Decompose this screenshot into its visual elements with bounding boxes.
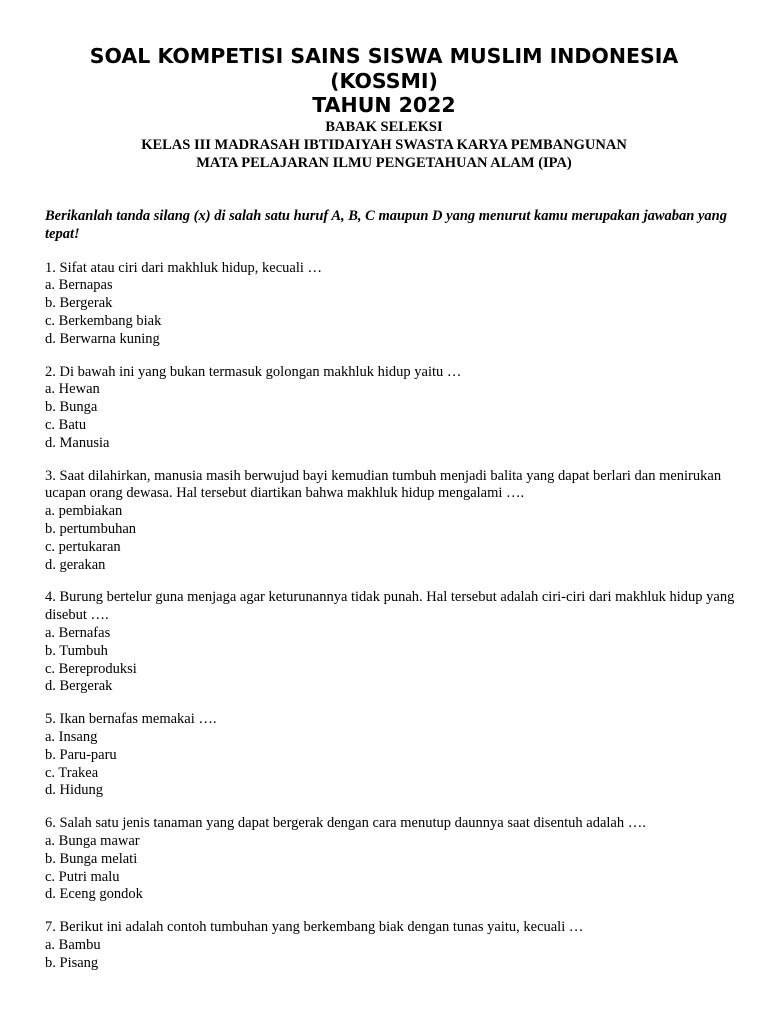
option-d: d. Berwarna kuning [45, 330, 160, 347]
question-7 [45, 919, 735, 972]
option-b: b. Bunga [45, 399, 98, 416]
document-body [45, 208, 735, 987]
question-text: 4. Burung bertelur guna menjaga agar keturunannya tidak punah. Hal tersebut adalah ciri-ciri dari makhluk hidup yang disebut …. [45, 589, 735, 624]
option-c: c. Putri malu [45, 868, 120, 885]
question-text: 3. Saat dilahirkan, manusia masih berwujud bayi kemudian tumbuh menjadi balita yang dapat berlari dan menirukan ucapan orang dewasa. Hal tersebut diartikan bahwa makhluk hidup mengalami …. [45, 467, 722, 502]
option-a: a. Bambu [45, 936, 101, 953]
question-5 [45, 711, 735, 800]
question-1 [45, 260, 735, 349]
option-b: b. Pisang [45, 954, 99, 971]
option-b: b. Bunga melati [45, 850, 138, 867]
option-b: b. Bergerak [45, 295, 113, 312]
option-d: d. Bergerak [45, 678, 113, 695]
option-a: a. Hewan [45, 381, 100, 398]
option-c: c. Batu [45, 416, 87, 433]
subtitle-subject: MATA PELAJARAN ILMU PENGETAHUAN ALAM (IPA) [196, 154, 572, 171]
question-text: 7. Berikut ini adalah contoh tumbuhan yang berkembang biak dengan tunas yaitu, kecuali … [45, 919, 584, 936]
option-c: c. Trakea [45, 764, 99, 781]
option-a: a. Bernapas [45, 277, 113, 294]
title-line-3: TAHUN 2022 [312, 93, 456, 117]
question-6 [45, 815, 735, 904]
question-text: 6. Salah satu jenis tanaman yang dapat bergerak dengan cara menutup daunnya saat disentuh adalah …. [45, 815, 646, 832]
option-b: b. Paru-paru [45, 746, 117, 763]
option-d: d. Hidung [45, 782, 103, 799]
option-a: a. Bunga mawar [45, 832, 140, 849]
title-line-2: (KOSSMI) [330, 68, 438, 93]
option-b: b. pertumbuhan [45, 520, 137, 537]
option-a: a. pembiakan [45, 503, 123, 520]
option-c: c. Berkembang biak [45, 312, 162, 329]
question-text: 1. Sifat atau ciri dari makhluk hidup, kecuali … [45, 259, 323, 276]
title-line-1: SOAL KOMPETISI SAINS SISWA MUSLIM INDONESIA [89, 44, 679, 68]
subtitle-school: KELAS III MADRASAH IBTIDAIYAH SWASTA KARYA PEMBANGUNAN [141, 136, 627, 153]
option-c: c. Bereproduksi [45, 660, 137, 677]
question-4 [45, 589, 735, 696]
subtitle-stage: BABAK SELEKSI [325, 118, 443, 135]
question-text: 5. Ikan bernafas memakai …. [45, 711, 217, 728]
option-d: d. Manusia [45, 434, 110, 451]
option-a: a. Insang [45, 728, 98, 745]
question-text: 2. Di bawah ini yang bukan termasuk golongan makhluk hidup yaitu … [45, 363, 462, 380]
option-c: c. pertukaran [45, 538, 121, 555]
document-header [0, 44, 768, 172]
option-a: a. Bernafas [45, 624, 111, 641]
option-d: d. gerakan [45, 556, 106, 573]
instruction-text: Berikanlah tanda silang (x) di salah satu huruf A, B, C maupun D yang menurut kamu merupakan jawaban yang tepat! [45, 208, 727, 242]
question-2 [45, 364, 735, 453]
question-3 [45, 468, 735, 575]
option-d: d. Eceng gondok [45, 886, 143, 903]
option-b: b. Tumbuh [45, 642, 108, 659]
